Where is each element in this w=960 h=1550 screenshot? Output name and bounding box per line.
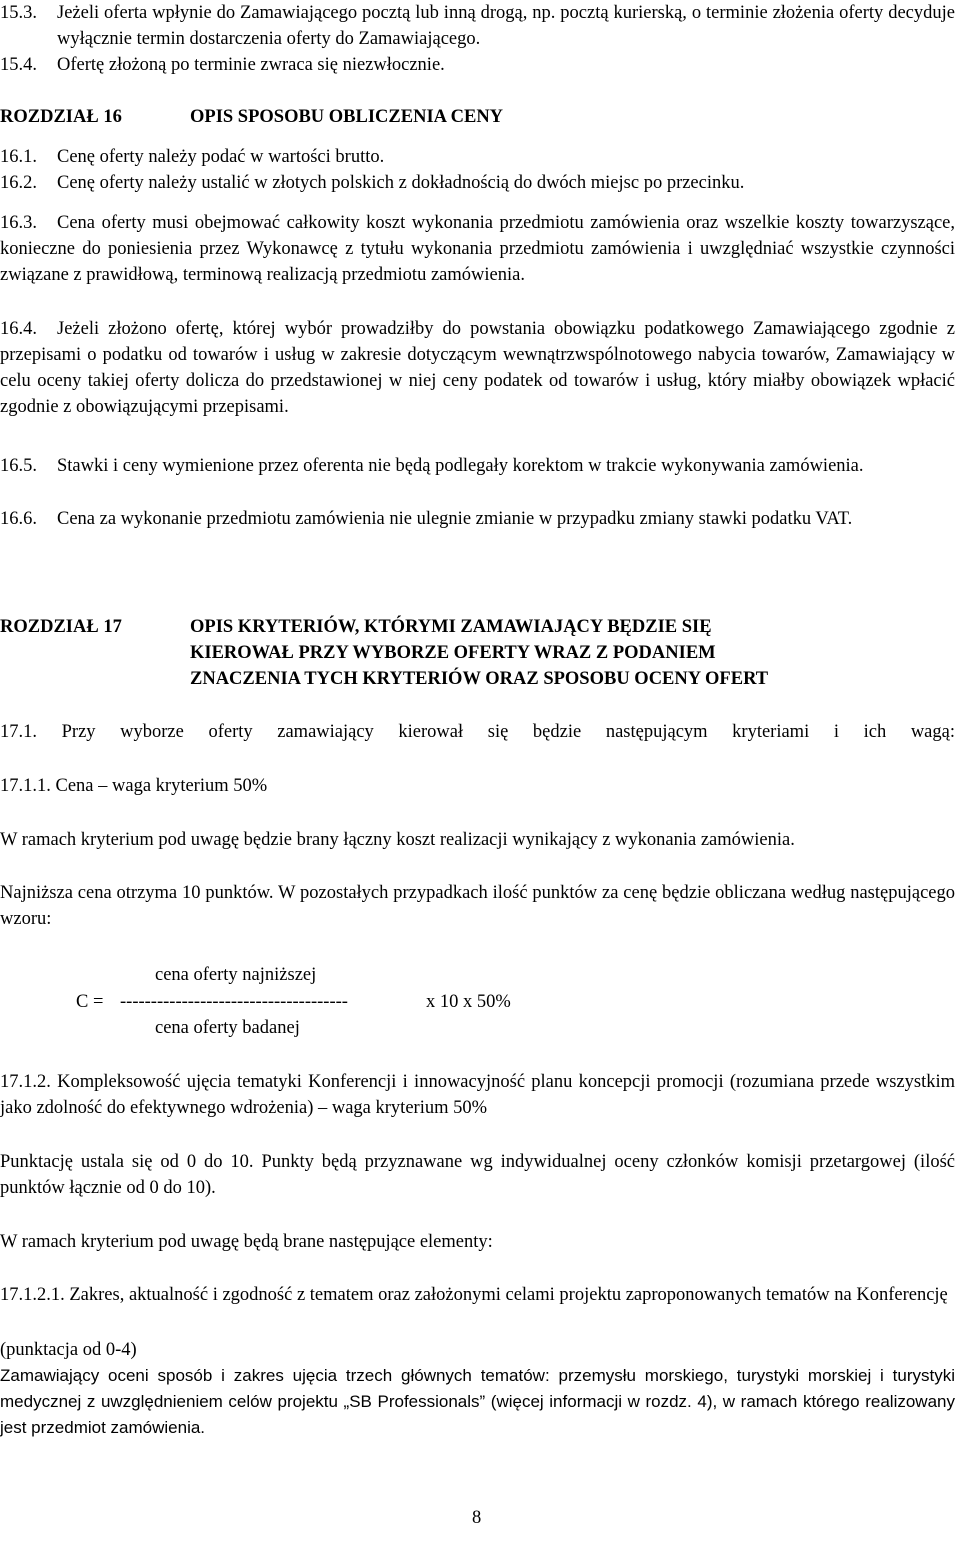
chapter-16-title: OPIS SPOSOBU OBLICZENIA CENY [190,107,504,127]
item-16-5 [0,453,955,479]
item-15-4 [0,52,955,78]
item-16-3 [0,210,955,288]
criterion-price: 17.1.1. Cena – waga kryterium 50% [0,776,268,796]
item-16-1 [0,144,955,170]
criterion-complexity: 17.1.2. Kompleksowość ujęcia tematyki Konferencji i innowacyjność planu koncepcji promocji (rozumiana przede wszystkim jako zdolność do efektywnego wdrożenia) – waga kryterium 50% [0,1072,955,1118]
item-text: Cena za wykonanie przedmiotu zamówienia nie ulegnie zmianie w przypadku zmiany stawki podatku VAT. [57,509,853,529]
item-16-6 [0,506,955,532]
item-text: Jeżeli oferta wpłynie do Zamawiającego pocztą lub inną drogą, np. pocztą kurierską, o terminie złożenia oferty decyduje wyłącznie termin dostarczenia oferty do Zamawiającego. [57,3,955,49]
formula-rhs: x 10 x 50% [426,992,511,1012]
assessment-paragraph: Zamawiający oceni sposób i zakres ujęcia trzech głównych tematów: przemysłu morskiego, turystyki morskiej i turystyki medycznej z uwzględnieniem celów projektu „SB Professionals” (więcej informacji w rozdz. 4), w ramach którego realizowany jest przedmiot zamówienia. [0,1366,955,1437]
item-text: Stawki i ceny wymienione przez oferenta nie będą podlegały korektom w trakcie wykonywania zamówienia. [57,456,864,476]
item-number: 16.1. [0,147,37,167]
formula-lhs: C = [76,992,104,1012]
item-number: 16.6. [0,509,37,529]
price-cost-paragraph: W ramach kryterium pod uwagę będzie brany łączny koszt realizacji wynikający z wykonania zamówienia. [0,830,795,850]
item-number: 16.5. [0,456,37,476]
elements-paragraph: W ramach kryterium pod uwagę będą brane następujące elementy: [0,1232,493,1252]
page-number: 8 [472,1508,482,1528]
item-text: Cena oferty musi obejmować całkowity koszt wykonania przedmiotu zamówienia oraz wszelkie koszty towarzyszące, konieczne do poniesienia przez Wykonawcę z tytułu wykonania przedmiotu zamówienia i uwzględniać wszystkie czynności związane z prawidłową, terminową realizacją przedmiotu zamówienia. [0,213,955,285]
formula-denominator: cena oferty badanej [155,1018,300,1038]
criterion-scope: 17.1.2.1. Zakres, aktualność i zgodność z tematem oraz założonymi celami projektu zaproponowanych tematów na Konferencję [0,1285,948,1305]
chapter-17-title-line-2: KIEROWAŁ PRZY WYBORZE OFERTY WRAZ Z PODANIEM [190,643,716,663]
formula-numerator: cena oferty najniższej [155,965,317,985]
lowest-price-paragraph: Najniższa cena otrzyma 10 punktów. W pozostałych przypadkach ilość punktów za cenę będzie obliczana według następującego wzoru: [0,883,955,929]
item-text: Cenę oferty należy podać w wartości brutto. [57,147,385,167]
item-text: Ofertę złożoną po terminie zwraca się niezwłocznie. [57,55,445,75]
criteria-intro: 17.1. Przy wyborze oferty zamawiający kierował się będzie następującym kryteriami i ich wagą: [0,722,955,742]
item-number: 15.4. [0,55,37,75]
item-text: Cenę oferty należy ustalić w złotych polskich z dokładnością do dwóch miejsc po przecinku. [57,173,745,193]
item-number: 16.4. [0,319,37,339]
chapter-17-title-line-1: OPIS KRYTERIÓW, KTÓRYMI ZAMAWIAJĄCY BĘDZIE SIĘ [190,617,712,637]
item-15-3 [0,0,955,52]
points-paragraph: Punktację ustala się od 0 do 10. Punkty będą przyznawane wg indywidualnej oceny członków komisji przetargowej (ilość punktów łącznie od 0 do 10). [0,1152,955,1198]
scoring-range: (punktacja od 0-4) [0,1340,137,1360]
item-16-2 [0,170,955,196]
item-text: Jeżeli złożono ofertę, której wybór prowadziłby do powstania obowiązku podatkowego Zamawiającego zgodnie z przepisami o podatku od towarów i usług w zakresie dotyczącym wewnątrzwspólnotowego nabycia towarów, Zamawiający w celu oceny takiej oferty dolicza do przedstawionej w niej ceny podatek od towarów i usług, który miałby obowiązek wpłacić zgodnie z obowiązującymi przepisami. [0,319,955,417]
chapter-17-title-line-3: ZNACZENIA TYCH KRYTERIÓW ORAZ SPOSOBU OCENY OFERT [190,669,769,689]
chapter-16-label: ROZDZIAŁ 16 [0,107,122,127]
item-number: 16.3. [0,213,37,233]
formula-fraction-line: ------------------------------------- [120,992,348,1012]
item-16-4 [0,316,955,420]
chapter-17-label: ROZDZIAŁ 17 [0,617,122,637]
item-number: 16.2. [0,173,37,193]
item-number: 15.3. [0,3,37,23]
